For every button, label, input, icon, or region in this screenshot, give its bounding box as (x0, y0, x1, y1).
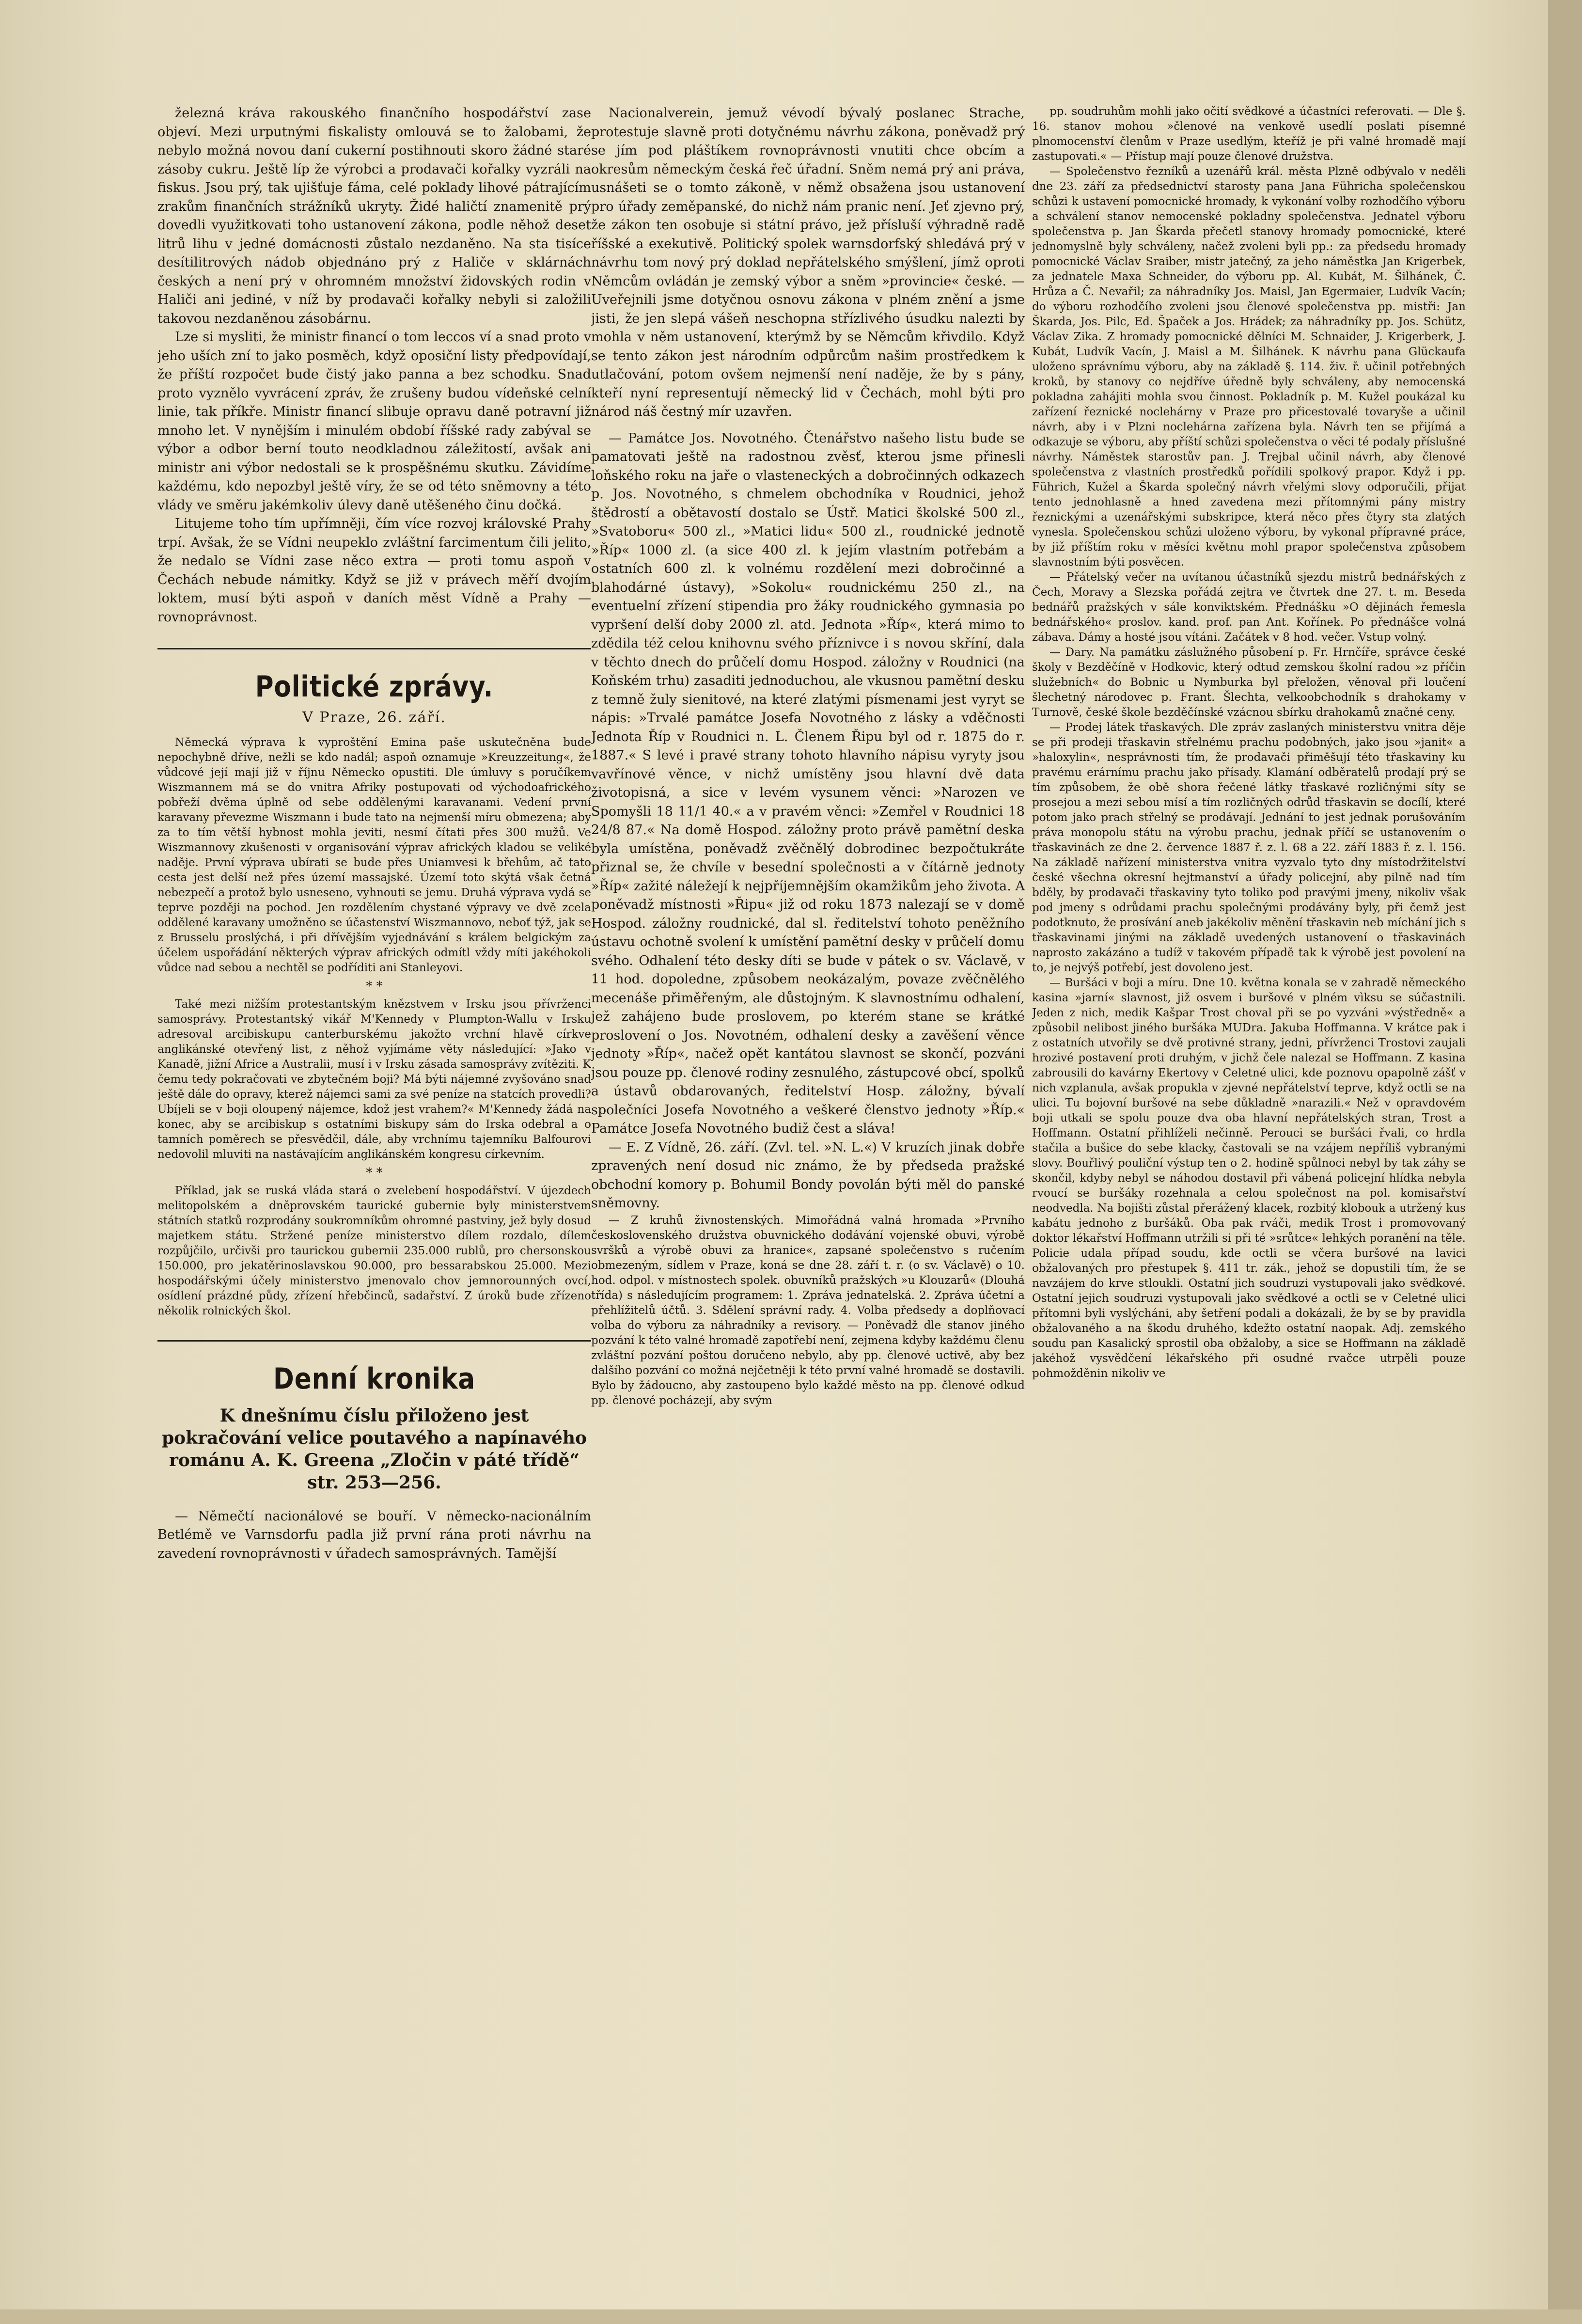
column-middle (591, 104, 1025, 2276)
article-paragraph: Litujeme toho tím upřímněji, čím více rozvoj královské Prahy trpí. Avšak, že se Vídni neupeklo zvláštní farcimentum čili jelito, že nedalo se Vídni zase něco extra — proti tomu aspoň v Čechách nebude námitky. Když se již v právech měří dvojím loktem, musí býti aspoň v daních měst Vídně a Prahy — rovnoprávnost. (157, 516, 591, 625)
article-paragraph: pp. soudruhům mohli jako očití svědkové a účastníci referovati. — Dle §. 16. stanov mohou »členové na venkově usedlí poslati písemné plnomocenství členům v Praze usedlým, kteříž je při valné hromadě mají zastupovati.« — Přístup mají pouze členové družstva. (1032, 105, 1466, 163)
page-edge-right (1548, 0, 1582, 2324)
article-paragraph: — Buršáci v boji a míru. Dne 10. května konala se v zahradě německého kasina »jarní« slavnost, již osvem i buršové v plném vìksu se súčastnili. Jeden z nich, medik Kašpar Trost choval při se po vyzváni »výstředně« a způsobil nelibost jiného buršáka MUDra. Jakuba Hoffmanna. V krátce pak i z ostatních utvořily se dvě protivné strany, jedni, přívrženci Trostovi zaujali hrozivé postavení proti druhým, v jichž čele nalezal se Hoffmann. Z kasina zabrousili do kavárny Ekertovy v Celetné ulici, kde poznovu opapolně zášť v nich vzplanula, avšak propukla v zjevné nepřátelství teprve, když octli se na ulici. Tu bojovní buršové na sebe důkladně »narazili.« Než v opravdovém boji utkali se spolu pouze dva oba hlavní nepřátelských stran, Trost a Hoffmann. Ostatní přihlíželi nečinně. Perouci se buršáci řvali, co hrdla stačila a bušice do sebe klacky, častovali se na vzájem nepříliš vybranými slovy. Bouřlivý pouliční výstup ten o 2. hodině spůlnoci nebyl by tak záhy se skončil, kdyby nebyl se náhodou dostavil při vábená policejní hlídka nebyla rvoucí se buršáky rozehnala a celou společnost na pol. komisařství neodvedla. Na bojišti zůstal přerážený klacek, rozbitý klobouk a utržený kus kabátu jednoho z buršáků. Oba pak rváči, medik Trost i promovovaný doktor lékařství Hoffmann utržili si při té »srůtce« lehkých poranění na těle. Policie udala případ soudu, kde octli se včera buršové na lavici obžalovaných pro přestupek §. 411 tr. zák., jehož se dopustili tím, že se navzájem do krve stloukli. Ostatní jich soudruzi vystupovali jako svědkové. Ostatní jejich soudruzi vystupovali jako svědkové a octli se v Celetné ulici přítomni byli vyslýcháni, aby šetření podali a dokázali, že by se by pravidla obžalovaného a na škodu druhého, kdežto ostatní naopak. Adj. zemského soudu pan Kasalický sprostil oba obžaloby, a sice se Hoffmann na základě jakéhož vysvědčení lékařského při osudné rvačce utrpěli pouze pohmožděnin nikoliv ve (1032, 977, 1466, 1380)
article-paragraph: Německá výprava k vyproštění Emina paše uskutečněna bude nepochybně dříve, nežli se kdo nadál; aspoň oznamuje »Kreuzzeitung«, že vůdcové její mají již v říjnu Německo opustiti. Dle úmluvy s poručíkem Wiszmannem má se do vnitra Afriky postupovati od východoafrického pobřeží dvěma úplně od sebe oddělenými karavanami. Vedení první karavany převezme Wiszmann i bude tato na nejmenší míru obmezena; aby za to tím větší hybnost mohla jeviti, nesmí čítati přes 300 mužů. Ve Wiszmannovy zkušenosti v organisování výprav afrických kladou se veliké naděje. První výprava ubírati se bude přes Uniamvesi k břehům, ač tato cesta jest delší než přes území massajské. Území toto skýtá však četná nebezpečí a protož bylo usneseno, vyhnouti se jemu. Druhá výprava vydá se teprve později na pochod. Jen rozdělením chystané výpravy ve dvě zcela oddělené karavany umožněno se účastenství Wiszmannovo, neboť týž, jak se z Brusselu proslýchá, i při dřívějším vyjednávání s králem belgickým za účelem uspořádání některých výprav afrických odmítl vždy míti jakéhokoli vůdce nad sebou a nechtěl se podříditi ani Stanleyovi. (157, 736, 591, 974)
article-paragraph: — E. Z Vídně, 26. září. (Zvl. tel. »N. L.«) V kruzích jinak dobře zpravených není dosud nic známo, že by předseda pražské obchodní komory p. Bohumil Bondy povolán býti měl do panské sněmovny. (591, 1139, 1025, 1211)
dateline: V Praze, 26. září. (302, 709, 446, 726)
supplement-notice: K dnešnímu číslu přiloženo jest pokračování velice poutavého a napínavého románu A. K. Greena „Zločin v páté třídě“ str. 253—256. (161, 1405, 587, 1493)
article-paragraph: — Přátelský večer na uvítanou účastníků sjezdu mistrů bednářských z Čech, Moravy a Slezska pořádá zejtra ve čtvrtek dne 27. t. m. Beseda bednářů pražských v sále konviktském. Přednášku »O dějinách řemesla bednářského« proslov. kand. prof. pan Ant. Kořínek. Po přednášce volná zábava. Dámy a hosté jsou vítáni. Začátek v 8 hod. večer. Vstup volný. (1032, 571, 1466, 644)
separator-stars: * * (366, 1165, 383, 1180)
separator-stars: * * (366, 979, 383, 994)
article-paragraph: Nacionalverein, jemuž vévodí bývalý poslanec Strache, protestuje slavně proti dotyčnému návrhu zákona, poněvadž prý se jím pod pláštíkem rovnoprávnosti vnutiti chce obcím a okresům německým česká řeč úřadní. Sněm nemá prý ani práva, usnášeti se o tomto zákoně, v němž obsažena jsou ustanovení pro úřady zeměpanské, do nichž nám pranic není. Jeť zjevno prý, že zákon ten osobuje si státní právo, jež přísluší výhradně radě říšské a exekutivě. Politický spolek warnsdorfský shledává prý v návrhu tom nový prý doklad nepřátelského smýšlení, jímž oproti Němcům ovládán je zemský výbor a sněm »provincie« české. — Uveřejnili jsme dotyčnou osnovu zákona v plném znění a jsme jisti, že jen slepá vášeň neschopna střízlivého úsudku nalezti by mohla v něm ustanovení, kterýmž by se Němcům křivdilo. Když se tento zákon jest národním odpůrcům našim prostředkem k utlačování, potom ovšem nejmenší není naděje, že by s pány, kteří nyní representují německý lid v Čechách, mohl býti pro národ náš čestný mír uzavřen. (591, 106, 1025, 419)
article-paragraph: Příklad, jak se ruská vláda stará o zvelebení hospodářství. V újezdech melitopolském a dněprovském taurické gubernie byly ministerstvem státních statků rozprodány soukromníkům ohromné pastviny, jež byly dosud majetkem státu. Stržené peníze ministerstvo dílem rozdalo, dílem rozpůjčilo, určivši pro taurickou gubernii 235.000 rublů, pro chersonskou 150.000, pro jekatěrinoslavskou 90.000, pro bessarabskou 25.000. Mezi hospodářskými účely ministerstvo jmenovalo chov jemnorounných ovcí, osídlení prázdné půdy, zřízení hřebčinců, sadařství. Z úroků bude zřízeno několik rolnických škol. (157, 1184, 591, 1317)
column-right (1032, 104, 1466, 2276)
article-paragraph: — Prodej látek třaskavých. Dle zpráv zaslaných ministerstvu vnitra děje se při prodeji třaskavin střelnému prachu podobných, jako jsou »janit« a »haloxylin«, nesprávnosti tím, že prodavači přiměšují této třaskaviny ku pravému erárnímu prachu jako přísady. Klamání odběratelů prodají prý se tím způsobem, že obě shora řečené látky třaskavé rozličnými síty se prosejou a mezi sebou mísí a tím rozličných odrůd třaskavin se docílí, které potom jako prach střelný se prodávají. Jednání to jest jednak porušováním práva monopolu státu na výrobu prachu, jednak příčí se ustanovením o třaskavinách ze dne 2. července 1887 ř. z. l. 68 a 22. září 1883 ř. z. l. 156. Na základě nařízení ministerstva vnitra vyzvalo tyto dny místodržitelství české všechna okresní hejtmanství a úřady policejní, aby pilně nad tím bděly, by prodavači třaskaviny tyto toliko pod pravými jmeny, nikoliv však pod jmeny s odrůdami prachu společnými prodávány byly, při čemž jest podotknuto, že prosívání aneb jakékoliv měnění třaskavin neb míchání jich s třaskavinami jinými na základě uvedených ustanovení o třaskavinách naprosto zakázáno a tudíž v takovém případě tak k výrobě jest povolení na to, je nejvýš potřebí, jest dovoleno jest. (1032, 721, 1466, 974)
article-paragraph: železná kráva rakouského finančního hospodářství zase objeví. Mezi urputnými fiskalisty omlouvá se to žalobami, že nebylo možná novou daní cukerní postihnouti skoro žádné staré zásoby cukru. Ještě líp že výrobci a prodavači kořalky vyzráli na fiskus. Jsou prý, tak ujišťuje fáma, celé poklady lihové pátrajícím zrakům finančních strážníků ukryty. Židé haličtí znamenitě prý dovedli využitkovati toho ustanovení zákona, podle něhož deset litrů lihu v jedné domácnosti zůstalo nezdaněno. Na sta tisíce desítilitrových nádob objednáno prý z Haliče v sklárnách českých a není prý v ohromném množství židovských rodin v Haliči ani jediné, v níž by prodavači kořalky nebyli si založili takovou nezdaněnou zásobárnu. (157, 106, 591, 326)
article-paragraph: — Památce Jos. Novotného. Čtenářstvo našeho listu bude se pamatovati ještě na radostnou zvěsť, kterou jsme přinesli loňského roku na jaře o vlasteneckých a dobročinných odkazech p. Jos. Novotného, s chmelem obchodníka v Roudnici, jehož štědrostí a obětavostí dostalo se Ústř. Matici školské 500 zl., »Svatoboru« 500 zl., »Matici lidu« 500 zl., roudnické jednotě »Říp« 1000 zl. (a sice 400 zl. k jejím vlastním potřebám a ostatních 600 zl. k volnému rozdělení mezi dobročinné a blahodárné ústavy), »Sokolu« roudnickému 250 zl., na eventuelní zřízení stipendia pro žáky roudnického gymnasia po vypršení delší doby 2000 zl. atd. Jednota »Říp«, která mimo to zdědila též celou knihovnu svého příznivce i s novou skříní, dala v těchto dnech do průčelí domu Hospod. záložny v Roudnici (na Koňském trhu) zasaditi jednoduchou, ale vkusnou pamětní desku z temně žuly sienitové, na které zlatými písmenami jest vyryt se nápis: »Trvalé památce Josefa Novotného z lásky a vděčnosti Jednota Říp v Roudnici n. L. Členem Řipu byl od r. 1875 do r. 1887.« S levé i pravé strany tohoto hlavního nápisu vyryty jsou vavřínové věnce, v nichž umístěny jsou hlavní dvě data životopisná, a sice v levém vysunem věnci: »Narozen ve Spomyšli 18 11/1 40.« a v pravém věnci: »Zemřel v Roudnici 18 24/8 87.« Na domě Hospod. záložny proto právě pamětní deska byla umístěna, poněvadž zvěčnělý dobrodinec bezpočtukráte přiznal se, že chvíle v besední společnosti a v čítárně jednoty »Říp« zažité náležejí k nejpříjemnějším okamžikům jeho života. A poněvadž místnosti »Řipu« již od roku 1873 nalezají se v domě Hospod. záložny roudnické, dal sl. ředitelství tohoto peněžního ústavu ochotně svolení k umístění pamětní desky v průčelí domu svého. Odhalení této desky díti se bude v pátek o sv. Václavě, v 11 hod. dopoledne, způsobem neokázalým, povaze zvěčnělého mecenáše přiměřeným, ale důstojným. K slavnostnímu odhalení, jež zahájeno bude proslovem, po kterém stane se krátké proslovení o Jos. Novotném, odhalení desky a zavěšení věnce jednoty »Říp«, načež opět kantátou slavnost se skončí, pozváni jsou pouze pp. členové rodiny zesnulého, zástupcové obcí, spolků a ústavů obdarovaných, ředitelství Hosp. záložny, bývalí společníci Josefa Novotného a veškeré členstvo jednoty »Říp.« Památce Josefa Novotného budiž čest a sláva! (591, 430, 1025, 1136)
article-paragraph: Lze si mysliti, že ministr financí o tom leccos ví a snad proto v jeho uších zní to jako posměch, když oposiční listy předpovídají, že příští rozpočet bude čistý jako panna a bez schodku. Snad proto vyznělo vyvrácení zpráv, že zrušeny budou vídeňské celní linie, tak příkře. Ministr financí slibuje opravu daně potravní již mnoho let. V nynějším i minulém období říšské rady zabýval se výbor a odbor berní touto neodkladnou záležitostí, avšak ani ministr ani výbor nedostali se k prospěšnému skutku. Závidíme každému, kdo nepozbyl ještě víry, že se od této sněmovny a této vlády ve směru jakémkoliv úlevy daně utěšeného činu dočká. (157, 330, 591, 513)
section-heading-politics: Politické zprávy. (255, 670, 494, 704)
article-paragraph: — Z kruhů živnostenských. Mimořádná valná hromada »Prvního československého družstva obuvnického dodávání vojenské obuvi, výrobě svršků a výrobě obuvi za hranice«, zapsané společenstvo s ručením obmezeným, sídlem v Praze, koná se dne 28. září t. r. (o sv. Václavě) o 10. hod. odpol. v místnostech spolek. obuvníků pražských »u Klouzarů« (Dlouhá třída) s následujícím programem: 1. Zpráva jednatelská. 2. Zpráva účetní a přehlížitelů účtů. 3. Sdělení správní rady. 4. Volba předsedy a doplňovací volba do výboru za náhradníky a revisory. — Poněvadž dle stanov jiného pozvání k této valné hromadě zapotřebí není, zejmena kdyby každému členu zvláštní pozvání poštou doručeno nebylo, aby pp. členové uctivě, aby bez dalšího pozvání co možná nejčetněji k této první valné hromadě se dostavili. Bylo by žádoucno, aby zastoupeno bylo každé město na pp. členové odkud pp. členové pocházejí, aby svým (591, 1214, 1025, 1407)
article-paragraph: Také mezi nižším protestantským knězstvem v Irsku jsou přívrženci samosprávy. Protestantský vikář M'Kennedy v Plumpton-Wallu v Irsku adresoval arcibiskupu canterburskému jakožto vrchní hlavě církve anglikánské otevřený list, z něhož vyjímáme věty následující: »Jako v Kanadě, jižní Africe a Australii, musí i v Irsku zásada samosprávy zvítěziti. K čemu tedy pokračovati ve zbytečném boji? Má býti nájemné zvyšováno snad ještě dále do opravy, kterež nájemci sami za své peníze na statcích provedli? Ubíjeli se v boji oloupený nájemce, kdož jest vrahem?« M'Kennedy žádá na konec, aby se arcibiskup s ostatními biskupy sám do Irska odebral a o tamních poměrech se přesvědčil, dále, aby vrchnímu tajemníku Balfourovi nedovolil mluviti na nastávajícím anglikánském kongresu církevním. (157, 997, 591, 1161)
article-paragraph: — Společenstvo řezníků a uzenářů král. města Plzně odbývalo v neděli dne 23. září za předsednictví starosty pana Jana Führicha společenskou schůzi k ustavení pomocnické hromady, k vykonání volby rozhodčího výboru a schválení stanov nemocenské pokladny společenstva. Jednatel výboru společenstva p. Jan Škarda přečetl stanovy hromady pomocnické, které jednomyslně byly schváleny, načež zvoleni byli pp.: za předsedu hromady pomocnické Václav Sraiber, mistr jatečný, za jeho náměstka Jan Krigerbek, za jednatele Maxa Schneider, do výboru pp. Al. Kubát, M. Šilhánek, Č. Hrůza a Č. Nevařil; za náhradníky Jos. Maisl, Jan Egermaier, Ludvík Vacín; do výboru rozhodčího zvoleni jsou členové společenstva pp. mistři: Jan Škarda, Jos. Pilc, Ed. Špaček a Jos. Hrádek; za náhradníky pp. Jos. Schütz, Václav Zika. Z hromady pomocnické dělníci M. Schnaider, J. Krigerberk, J. Kubát, Ludvík Vacín, J. Maisl a M. Šilhánek. K návrhu pana Glückaufa uloženo správnímu výboru, aby na základě §. 114. živ. ř. učinil potřebných kroků, by stanovy co nejdříve úředně byly schváleny, aby nemocenská pokladna zahájiti mohla svou činnost. Pokladník p. M. Kužel poukázal ku zařízení řeznické noclehárny v Praze pro přicestovalé tovaryše a učinil návrh, aby i v Plzni noclehárna zařízena byla. Návrh ten se přijímá a odkazuje se výboru, aby příští schůzi společenstva o věci té podaly příslušné návrhy. Náměstek starostův pan. J. Trejbal učinil návrh, aby členové společenstva z vlastních prostředků pořídili spolkový prapor. Když i pp. Führich, Kužel a Škarda společný návrh vřelými slovy odporučili, přijat tento jednohlasně a hned zavedena mezi přítomnými pány mistry řeznickými a uzenářskými subskripce, která něco přes čtyry sta zlatých vynesla. Společenskou schůzi uloženo výboru, by vykonal přípravné práce, by již příštím roku v měsíci květnu mohl prapor společenstva způsobem slavnostním býti posvěcen. (1032, 165, 1466, 569)
section-heading-chronicle: Denní kronika (273, 1361, 475, 1396)
section-divider (157, 1340, 591, 1342)
column-left (157, 104, 591, 2276)
article-paragraph: — Dary. Na památku záslužného působení p. Fr. Hrnčíře, správce české školy v Bezděčíně v Hodkovic, který odtud zemskou školní radou »z příčin služebních« do Bobnic u Nymburka byl přeložen, věnoval při loučení šlechetný národovec p. Frant. Šlechta, velkoobchodník s drahokamy v Turnově, české škole bezděčínské vzácnou sbírku drahokamů značné ceny. (1032, 646, 1466, 719)
article-paragraph: — Němečtí nacionálové se bouří. V německo-nacionálním Betlémě ve Varnsdorfu padla již první rána proti návrhu na zavedení rovnoprávnosti v úřadech samosprávných. Tamější (157, 1508, 591, 1561)
section-divider (157, 648, 591, 649)
page-edge-bottom (0, 2309, 1582, 2324)
